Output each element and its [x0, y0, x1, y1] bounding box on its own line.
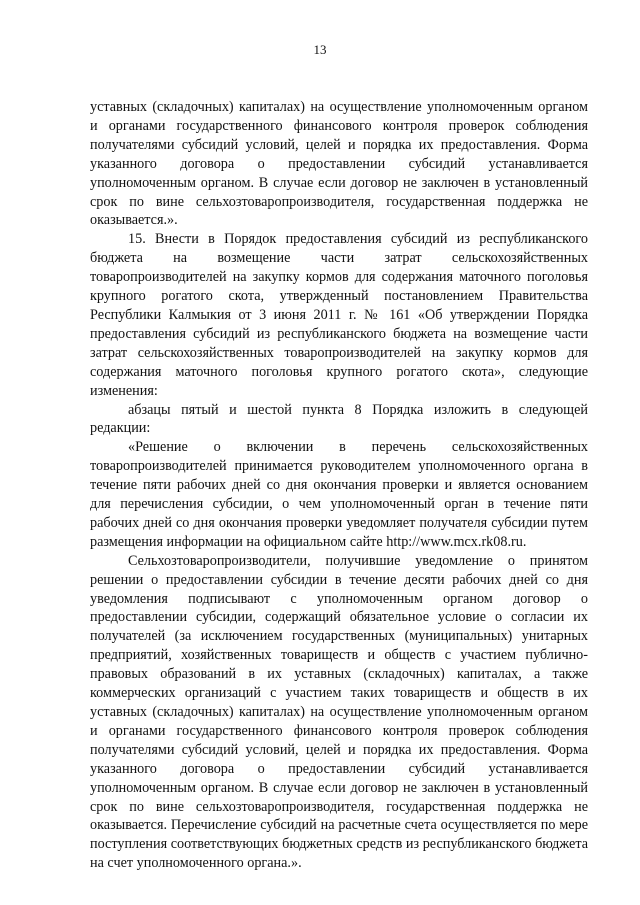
paragraph-amendment-intro: абзацы пятый и шестой пункта 8 Порядка изложить в следующей редакции: [90, 401, 588, 437]
paragraph-item-15: 15. Внести в Порядок предоставления субсидий из республиканского бюджета на возмещение части затрат сельскохозяйственных товаропроизводителей на закупку кормов для содержания маточного поголовья крупного рогатого скота, утвержденный постановлением Правительства Республики Калмыкия от 3 июня 2011 г. № 161 «Об утверждении Порядка предоставления субсидий из республиканского бюджета на возмещение части затрат сельскохозяйственных товаропроизводителей на закупку кормов для содержания маточного поголовья крупного рогатого скота», следующие изменения: [90, 231, 588, 399]
paragraph-continuation: уставных (складочных) капиталах) на осуществление уполномоченным органом и органами государственного финансового контроля проверок соблюдения получателями субсидий условий, целей и порядка их предоставления. Форма указанного договора о предоставлении субсидий устанавливается уполномоченным органом. В случае если договор не заключен в установленный срок по вине сельхозтоваропроизводителя, государственная поддержка не оказывается.». [90, 99, 588, 229]
paragraph-decision: «Решение о включении в перечень сельскохозяйственных товаропроизводителей принимается руководителем уполномоченного органа в течение пяти рабочих дней со дня окончания проверки и является основанием для перечисления субсидии, о чем уполномоченный орган в течение пяти рабочих дней со дня окончания проверки уведомляет получателя субсидии путем размещения информации на официальном сайте http://www.mcx.rk08.ru. [90, 439, 588, 550]
page-number: 13 [313, 42, 327, 57]
document-body [90, 98, 588, 873]
paragraph-agreement: Сельхозтоваропроизводители, получившие уведомление о принятом решении о предоставлении субсидии в течение десяти рабочих дней со дня уведомления подписывают с уполномоченным органом договор о предоставлении субсидии, содержащий обязательное условие о согласии их получателей (за исключением государственных (муниципальных) унитарных предприятий, хозяйственных товариществ и обществ с участием публично-правовых образований в их уставных (складочных) капиталах, а также коммерческих организаций с участием таких товариществ и обществ в их уставных (складочных) капиталах) на осуществление уполномоченным органом и органами государственного финансового контроля проверок соблюдения получателями субсидий условий, целей и порядка их предоставления. Форма указанного договора о предоставлении субсидий устанавливается уполномоченным органом. В случае если договор не заключен в установленный срок по вине сельхозтоваропроизводителя, государственная поддержка не оказывается. Перечисление субсидий на расчетные счета осуществляется по мере поступления соответствующих бюджетных средств из республиканского бюджета на счет уполномоченного органа.». [90, 552, 588, 872]
